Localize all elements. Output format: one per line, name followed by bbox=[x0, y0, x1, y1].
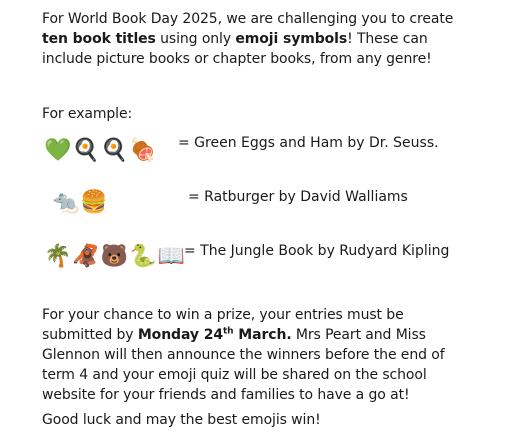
prize-date-end: March. bbox=[233, 327, 292, 343]
intro-text-1: For World Book Day 2025, we are challenging you to create bbox=[42, 11, 454, 27]
example-answer: = Ratburger by David Walliams bbox=[188, 189, 408, 205]
intro-bold-ten-book-titles: ten book titles bbox=[42, 31, 156, 47]
example-answer: = Green Eggs and Ham by Dr. Seuss. bbox=[178, 135, 439, 151]
prize-text-2: Mrs Peart and Miss Glennon will then announce the winners before the end of term 4 and your emoji quiz will be shared on the school website for your friends and families to have a go at! bbox=[42, 327, 445, 403]
intro-text-2: using only bbox=[155, 31, 236, 47]
intro-text-3: ! These can include picture books or chapter books, from any genre! bbox=[42, 31, 432, 67]
prize-date-suffix: th bbox=[222, 326, 234, 337]
example-emojis: 💚🍳🍳🍖 bbox=[44, 138, 158, 163]
example-emojis: 🐀🍔 bbox=[52, 190, 109, 215]
example-label: For example: bbox=[42, 106, 133, 122]
example-emojis: 🌴🦧🐻🐍📖 bbox=[44, 244, 186, 269]
prize-bold-date bbox=[138, 327, 292, 343]
closing-line: Good luck and may the best emojis win! bbox=[42, 412, 321, 428]
intro-paragraph bbox=[42, 9, 462, 69]
prize-paragraph bbox=[42, 305, 462, 405]
prize-date-main: Monday 24 bbox=[137, 327, 223, 343]
prize-text-1: For your chance to win a prize, your entries must be submitted by bbox=[42, 307, 404, 343]
intro-bold-emoji-symbols: emoji symbols bbox=[235, 31, 348, 47]
example-answer: = The Jungle Book by Rudyard Kipling bbox=[184, 243, 450, 259]
